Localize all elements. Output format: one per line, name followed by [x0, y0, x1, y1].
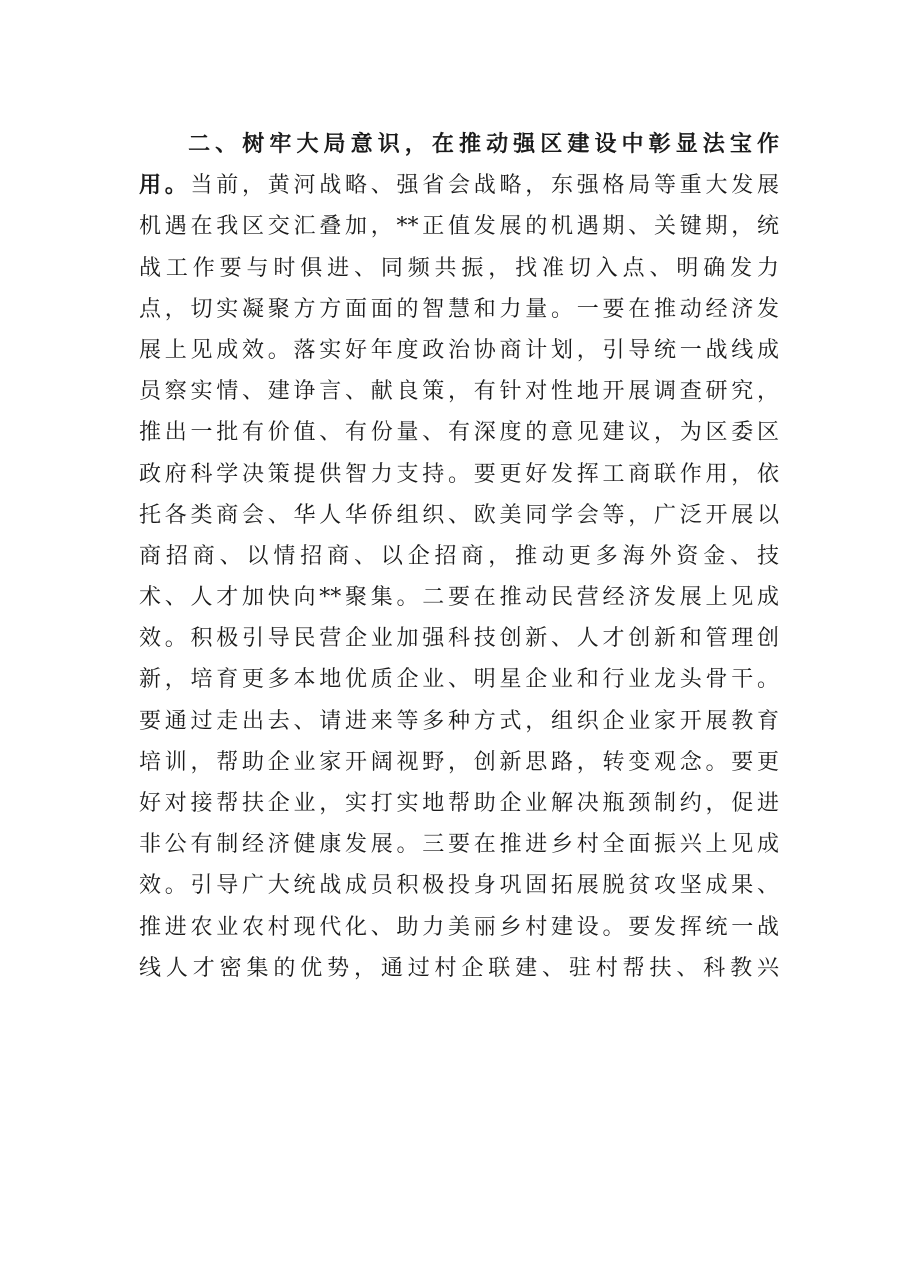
- line-text: 术、人才加快向**聚集。二要在推动民营经济发展上见成: [139, 585, 779, 611]
- line-text: 政府科学决策提供智力支持。要更好发挥工商联作用，依: [139, 461, 779, 487]
- text-line: [139, 701, 779, 742]
- line-text: 点，切实凝聚方方面面的智慧和力量。一要在推动经济发: [139, 296, 779, 322]
- text-line: [139, 907, 779, 948]
- text-line: [139, 330, 779, 371]
- text-line: [139, 659, 779, 700]
- text-line: [139, 742, 779, 783]
- text-line: [139, 289, 779, 330]
- text-line: [139, 783, 779, 824]
- text-line: [139, 454, 779, 495]
- line-text: 效。引导广大统战成员积极投身巩固拓展脱贫攻坚成果、: [139, 873, 779, 899]
- text-line: [139, 124, 779, 165]
- text-line: [139, 536, 779, 577]
- text-line: [139, 412, 779, 453]
- section-heading-part: 二、树牢大局意识，在推动强区建设中彰显法宝作: [183, 132, 779, 157]
- text-line: [139, 371, 779, 412]
- line-text: 线人才密集的优势，通过村企联建、驻村帮扶、科教兴: [139, 955, 779, 981]
- line-text: 效。积极引导民营企业加强科技创新、人才创新和管理创: [139, 626, 779, 652]
- text-line: [139, 577, 779, 618]
- section-heading-part: 用。: [139, 173, 191, 199]
- line-text: 非公有制经济健康发展。三要在推进乡村全面振兴上见成: [139, 832, 779, 858]
- line-text: 员察实情、建诤言、献良策，有针对性地开展调查研究，: [139, 379, 779, 405]
- line-text: 要通过走出去、请进来等多种方式，组织企业家开展教育: [139, 708, 779, 734]
- line-text: 当前，黄河战略、强省会战略，东强格局等重大发展: [190, 173, 779, 199]
- text-line: [139, 206, 779, 247]
- line-text: 托各类商会、华人华侨组织、欧美同学会等，广泛开展以: [139, 502, 779, 528]
- text-line: [139, 165, 779, 206]
- text-line: [139, 495, 779, 536]
- line-text: 好对接帮扶企业，实打实地帮助企业解决瓶颈制约，促进: [139, 791, 779, 816]
- text-line: [139, 824, 779, 865]
- line-text: 培训，帮助企业家开阔视野，创新思路，转变观念。要更: [139, 749, 779, 775]
- line-text: 机遇在我区交汇叠加，**正值发展的机遇期、关键期，统: [139, 214, 779, 240]
- line-text: 战工作要与时俱进、同频共振，找准切入点、明确发力: [139, 255, 779, 281]
- line-text: 新，培育更多本地优质企业、明星企业和行业龙头骨干。: [139, 667, 779, 693]
- text-line: [139, 948, 779, 989]
- line-text: 推出一批有价值、有份量、有深度的意见建议，为区委区: [139, 420, 779, 446]
- text-line: [139, 865, 779, 906]
- line-text: 商招商、以情招商、以企招商，推动更多海外资金、技: [139, 543, 779, 569]
- body-paragraph: [139, 124, 779, 989]
- line-text: 展上见成效。落实好年度政治协商计划，引导统一战线成: [139, 337, 779, 363]
- text-line: [139, 618, 779, 659]
- text-line: [139, 248, 779, 289]
- line-text: 推进农业农村现代化、助力美丽乡村建设。要发挥统一战: [139, 914, 779, 940]
